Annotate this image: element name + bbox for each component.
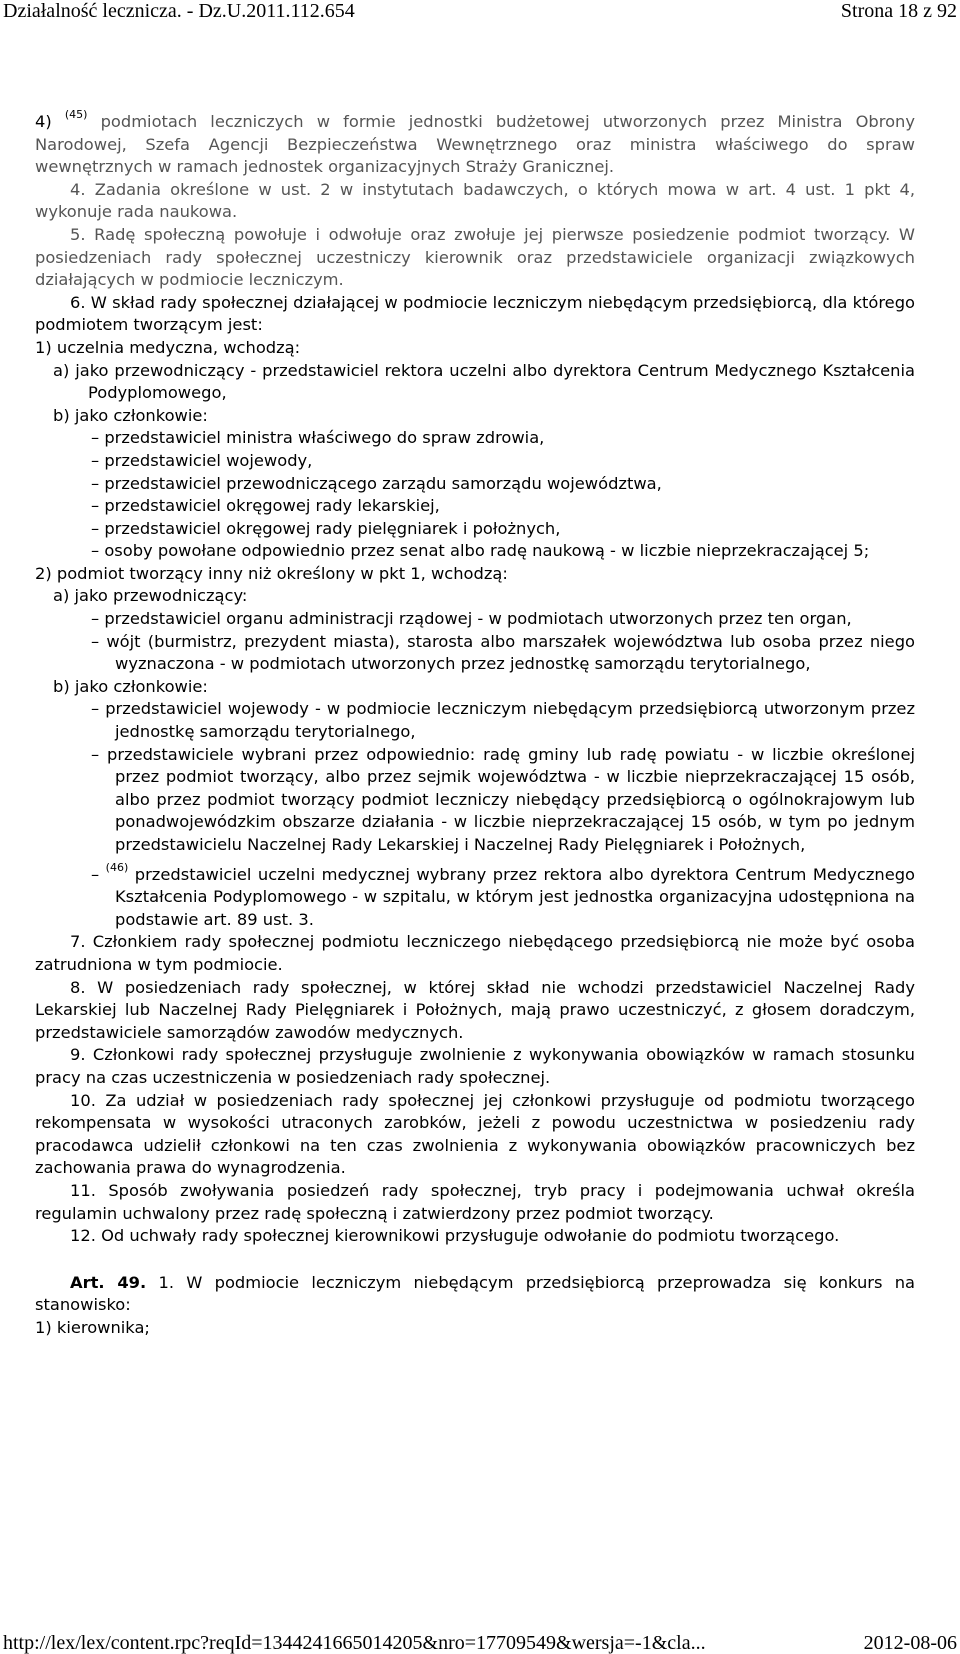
header-document-title: Działalność lecznicza. - Dz.U.2011.112.654 <box>3 0 355 22</box>
paragraph-ust-8: 8. W posiedzeniach rady społecznej, w której skład nie wchodzi przedstawiciel Naczelnej Rady Lekarskiej lub Naczelnej Rady Pielęgniarek i Położnych, mają prawo uczestniczyć, z głosem doradczym, przedstawiciele samorządów zawodów medycznych. <box>35 977 915 1042</box>
paragraph-ust-6: 6. W skład rady społecznej działającej w podmiocie leczniczym niebędącym przedsiębiorcą, dla którego podmiotem tworzącym jest: <box>35 292 915 335</box>
paragraph-ust-11: 11. Sposób zwoływania posiedzeń rady społecznej, tryb pracy i podejmowania uchwał określa regulamin uchwalony przez radę społeczną i zatwierdzony przez podmiot tworzący. <box>35 1180 915 1223</box>
article-text: 1. W podmiocie leczniczym niebędącym przedsiębiorcą przeprowadza się konkurs na stanowisko: <box>35 1272 915 1315</box>
point-2-a: a) jako przewodniczący: <box>53 586 248 606</box>
point-1-b-item: – przedstawiciel okręgowej rady pielęgniarek i położnych, <box>91 518 561 538</box>
point-text: podmiotach leczniczych w formie jednostki budżetowej utworzonych przez Ministra Obrony Narodowej, Szefa Agencji Bezpieczeństwa Wewnętrznego oraz ministra właściwego do spraw wewnętrznych w ramach jednostek organizacyjnych Straży Granicznej. <box>35 112 915 177</box>
item-text: przedstawiciel uczelni medycznej wybrany przez rektora albo dyrektora Centrum Medycznego Kształcenia Podyplomowego - w szpitalu, w którym jest jednostka organizacyjna udostępniona na podstawie art. 89 ust. 3. <box>115 864 916 929</box>
document-body <box>35 104 915 1339</box>
article-label: Art. 49. <box>70 1272 147 1292</box>
paragraph-ust-4: 4. Zadania określone w ust. 2 w instytutach badawczych, o których mowa w art. 4 ust. 1 pkt 4, wykonuje rada naukowa. <box>35 179 915 222</box>
ust-5-text-b: W posiedzeniach rady społecznej uczestniczy kierownik oraz przedstawiciele organizacji związkowych działających w podmiocie leczniczym. <box>35 224 915 290</box>
point-1: 1) uczelnia medyczna, wchodzą: <box>35 337 301 357</box>
point-2-a-item: – przedstawiciel organu administracji rządowej - w podmiotach utworzonych przez ten organ, <box>91 609 852 629</box>
paragraph-ust-5 <box>35 224 915 292</box>
point-2-a-item: – wójt (burmistrz, prezydent miasta), starosta albo marszałek województwa lub osoba przez niego wyznaczona - w podmiotach utworzonych przez jednostkę samorządu terytorialnego, <box>91 631 915 674</box>
point-1-b-item: – przedstawiciel okręgowej rady lekarskiej, <box>91 496 440 516</box>
point-1-b-item: – przedstawiciel wojewody, <box>91 450 313 470</box>
ust-5-text-a: 5. Radę społeczną powołuje i odwołuje oraz zwołuje jej pierwsze posiedzenie podmiot tworzący. <box>70 224 891 244</box>
point-2-b-item-last <box>35 857 915 932</box>
point-2-b-item: – przedstawiciele wybrani przez odpowiednio: radę gminy lub radę powiatu - w liczbie określonej przez podmiot tworzący, albo przez sejmik województwa - w liczbie nieprzekraczającej 15 osób, albo przez podmiot tworzący podmiot leczniczy niebędący przedsiębiorcą o ogólnokrajowym lub ponadwojewódzkim obszarze działania - w liczbie nieprzekraczającej 15 osób, w tym po jednym przedstawicielu Naczelnej Rady Lekarskiej i Naczelnej Rady Pielęgniarek i Położnych, <box>91 744 915 854</box>
point-2-b: b) jako członkowie: <box>53 676 208 696</box>
point-1-b: b) jako członkowie: <box>53 405 208 425</box>
footnote-ref: (45) <box>64 108 88 121</box>
paragraph-ust-9: 9. Członkowi rady społecznej przysługuje zwolnienie z wykonywania obowiązków w ramach stosunku pracy na czas uczestniczenia w posiedzeniach rady społecznej. <box>35 1045 915 1087</box>
point-1-b-item: – osoby powołane odpowiednio przez senat albo radę naukową - w liczbie nieprzekraczającej 5; <box>91 541 870 561</box>
article-49 <box>35 1272 915 1317</box>
point-2-b-item: – przedstawiciel wojewody - w podmiocie leczniczym niebędącym przedsiębiorcą utworzonym przez jednostkę samorządu terytorialnego, <box>91 699 915 742</box>
header-page-number: Strona 18 z 92 <box>840 0 957 22</box>
point-1-b-item: – przedstawiciel przewodniczącego zarządu samorządu województwa, <box>91 473 662 493</box>
point-2: 2) podmiot tworzący inny niż określony w pkt 1, wchodzą: <box>35 563 508 583</box>
footer-url: http://lex/lex/content.rpc?reqId=1344241665014205&nro=17709549&wersja=-1&cla... <box>3 1632 706 1654</box>
paragraph-point-4 <box>35 104 915 179</box>
article-49-point-1: 1) kierownika; <box>35 1317 150 1337</box>
paragraph-ust-10: 10. Za udział w posiedzeniach rady społecznej jej członkowi przysługuje od podmiotu tworzącego rekompensata w wysokości utraconych zarobków, jeżeli z powodu uczestnictwa w posiedzeniu rady pracodawca udzielił członkowi na ten czas zwolnienia z wykonywania obowiązków pracowniczych bez zachowania prawa do wynagrodzenia. <box>35 1090 915 1178</box>
footer-date: 2012-08-06 <box>863 1632 957 1654</box>
footnote-ref: (46) <box>105 860 129 874</box>
page-header <box>0 0 960 22</box>
paragraph-ust-12: 12. Od uchwały rady społecznej kierownikowi przysługuje odwołanie do podmiotu tworzącego. <box>70 1226 840 1246</box>
paragraph-ust-7: 7. Członkiem rady społecznej podmiotu leczniczego niebędącego przedsiębiorcą nie może być osoba zatrudniona w tym podmiocie. <box>35 932 915 974</box>
point-number: 4) <box>35 112 52 131</box>
page-footer <box>0 1632 960 1654</box>
point-1-a: a) jako przewodniczący - przedstawiciel rektora uczelni albo dyrektora Centrum Medycznego Kształcenia Podyplomowego, <box>53 360 915 403</box>
point-1-b-item: – przedstawiciel ministra właściwego do spraw zdrowia, <box>91 428 545 448</box>
dash-marker: – <box>91 864 100 884</box>
